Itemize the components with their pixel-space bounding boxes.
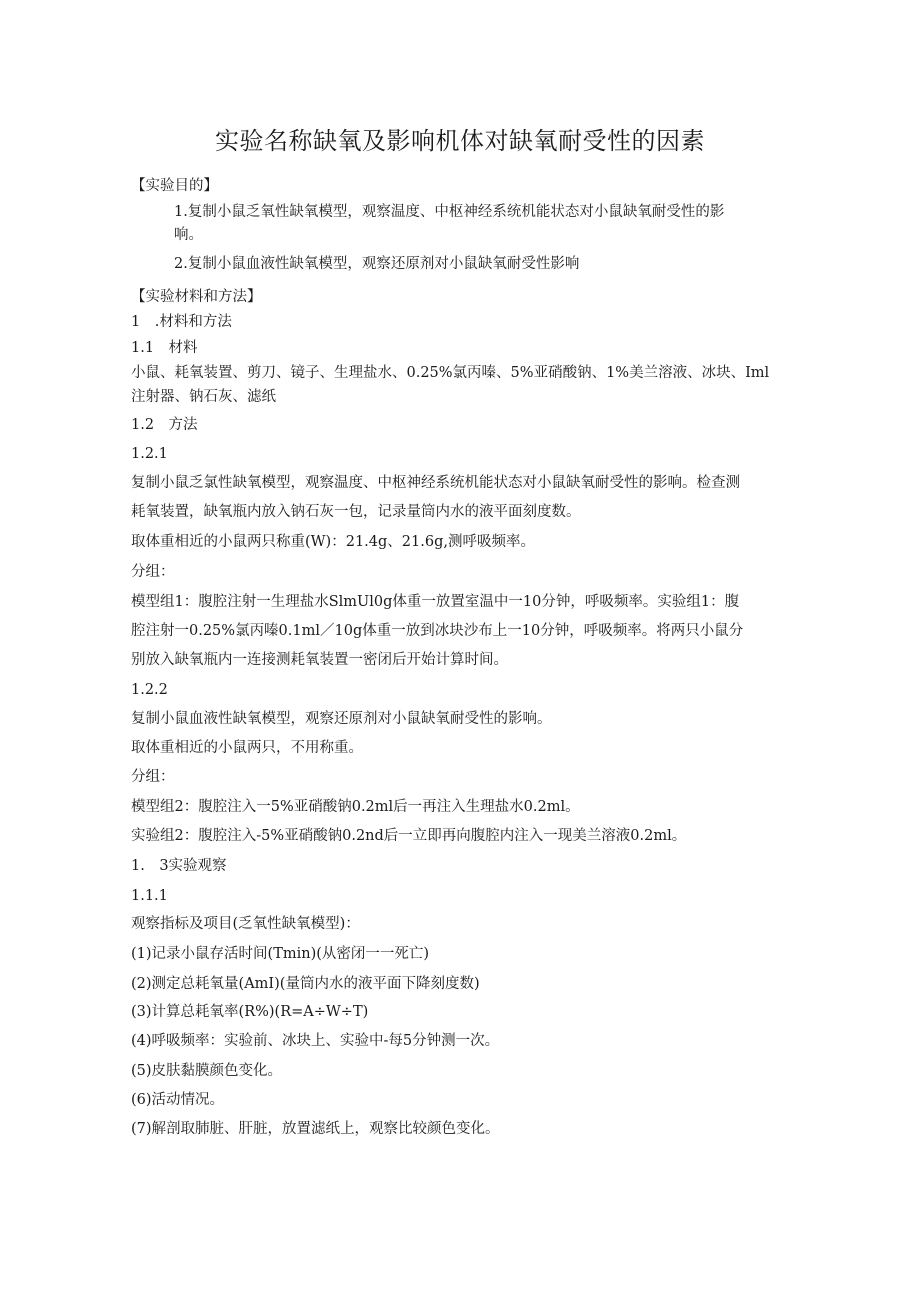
paragraph-6: 模型组2：腹腔注入一5%亚硝酸钠0.2ml后一再注入生理盐水0.2ml。 [131,799,580,815]
paragraph-3-line-2: 腔注射一0.25%氯丙嗪0.1ml／10g体重一放到冰块沙布上一10分钟，呼吸频率。将两只小鼠分 [131,623,744,639]
paragraph-1-line-1: 复制小鼠乏氯性缺氧模型，观察温度、中枢神经系统机能状态对小鼠缺氧耐受性的影响。检查测 [131,475,740,491]
document-title: 实验名称缺氧及影响机体对缺氧耐受性的因素 [215,127,705,155]
materials-line-1: 小鼠、耗氧装置、剪刀、镜子、生理盐水、0.25%氯丙嗪、5%亚硝酸钠、1%美兰溶液、冰块、Iml [131,365,770,381]
paragraph-2: 取体重相近的小鼠两只称重(W)：21.4g、21.6g,测呼吸频率。 [131,534,535,550]
section-1-2-2: 1.2.2 [131,682,168,698]
observation-item-6: (6)活动情况。 [131,1092,225,1108]
group-label-1: 分组： [131,564,175,580]
section-1-2: 1.2 方法 [131,417,198,433]
purpose-item-2: 2.复制小鼠血液性缺氧模型，观察还原剂对小鼠缺氧耐受性影响 [174,256,580,272]
section-1: 1 .材料和方法 [131,314,232,330]
materials-line-2: 注射器、钠石灰、滤纸 [131,389,276,405]
purpose-heading: 【实验目的】 [131,178,218,194]
paragraph-4: 复制小鼠血液性缺氧模型，观察还原剂对小鼠缺氧耐受性的影响。 [131,711,552,727]
purpose-item-1-line-2: 响。 [174,227,203,243]
section-1-2-1: 1.2.1 [131,446,168,462]
paragraph-7: 实验组2：腹腔注入-5%亚硝酸钠0.2nd后一立即再向腹腔内注入一现美兰溶液0.2ml。 [131,828,687,844]
observation-item-2: (2)测定总耗氧量(AmI)(量筒内水的液平面下降刻度数) [131,976,480,992]
paragraph-5: 取体重相近的小鼠两只，不用称重。 [131,740,363,756]
section-1-3: 1. 3实验观察 [131,858,227,874]
paragraph-3-line-1: 模型组1：腹腔注射一生理盐水SlmUl0g体重一放置室温中一10分钟，呼吸频率。实验组1：腹 [131,594,740,610]
observation-item-7: (7)解剖取肺脏、肝脏，放置滤纸上，观察比较颜色变化。 [131,1121,500,1137]
paragraph-3-line-3: 别放入缺氧瓶内一连接测耗氧装置一密闭后开始计算时间。 [131,652,508,668]
section-1-1: 1.1 材料 [131,340,198,356]
observation-item-3: (3)计算总耗氧率(R%)(R=A÷W÷T) [131,1004,369,1020]
section-1-1-1: 1.1.1 [131,888,168,904]
observation-item-1: (1)记录小鼠存活时间(Tmin)(从密闭一一死亡) [131,946,430,962]
purpose-item-1-line-1: 1.复制小鼠乏氧性缺氧模型，观察温度、中枢神经系统机能状态对小鼠缺氧耐受性的影 [174,204,725,220]
observation-item-5: (5)皮肤黏膜颜色变化。 [131,1063,283,1079]
observation-heading: 观察指标及项目(乏氧性缺氧模型)： [131,916,360,932]
paragraph-1-line-2: 耗氧装置，缺氧瓶内放入钠石灰一包，记录量筒内水的液平面刻度数。 [131,504,581,520]
methods-heading: 【实验材料和方法】 [131,289,262,305]
observation-item-4: (4)呼吸频率：实验前、冰块上、实验中-每5分钟测一次。 [131,1033,500,1049]
group-label-2: 分组： [131,769,175,785]
